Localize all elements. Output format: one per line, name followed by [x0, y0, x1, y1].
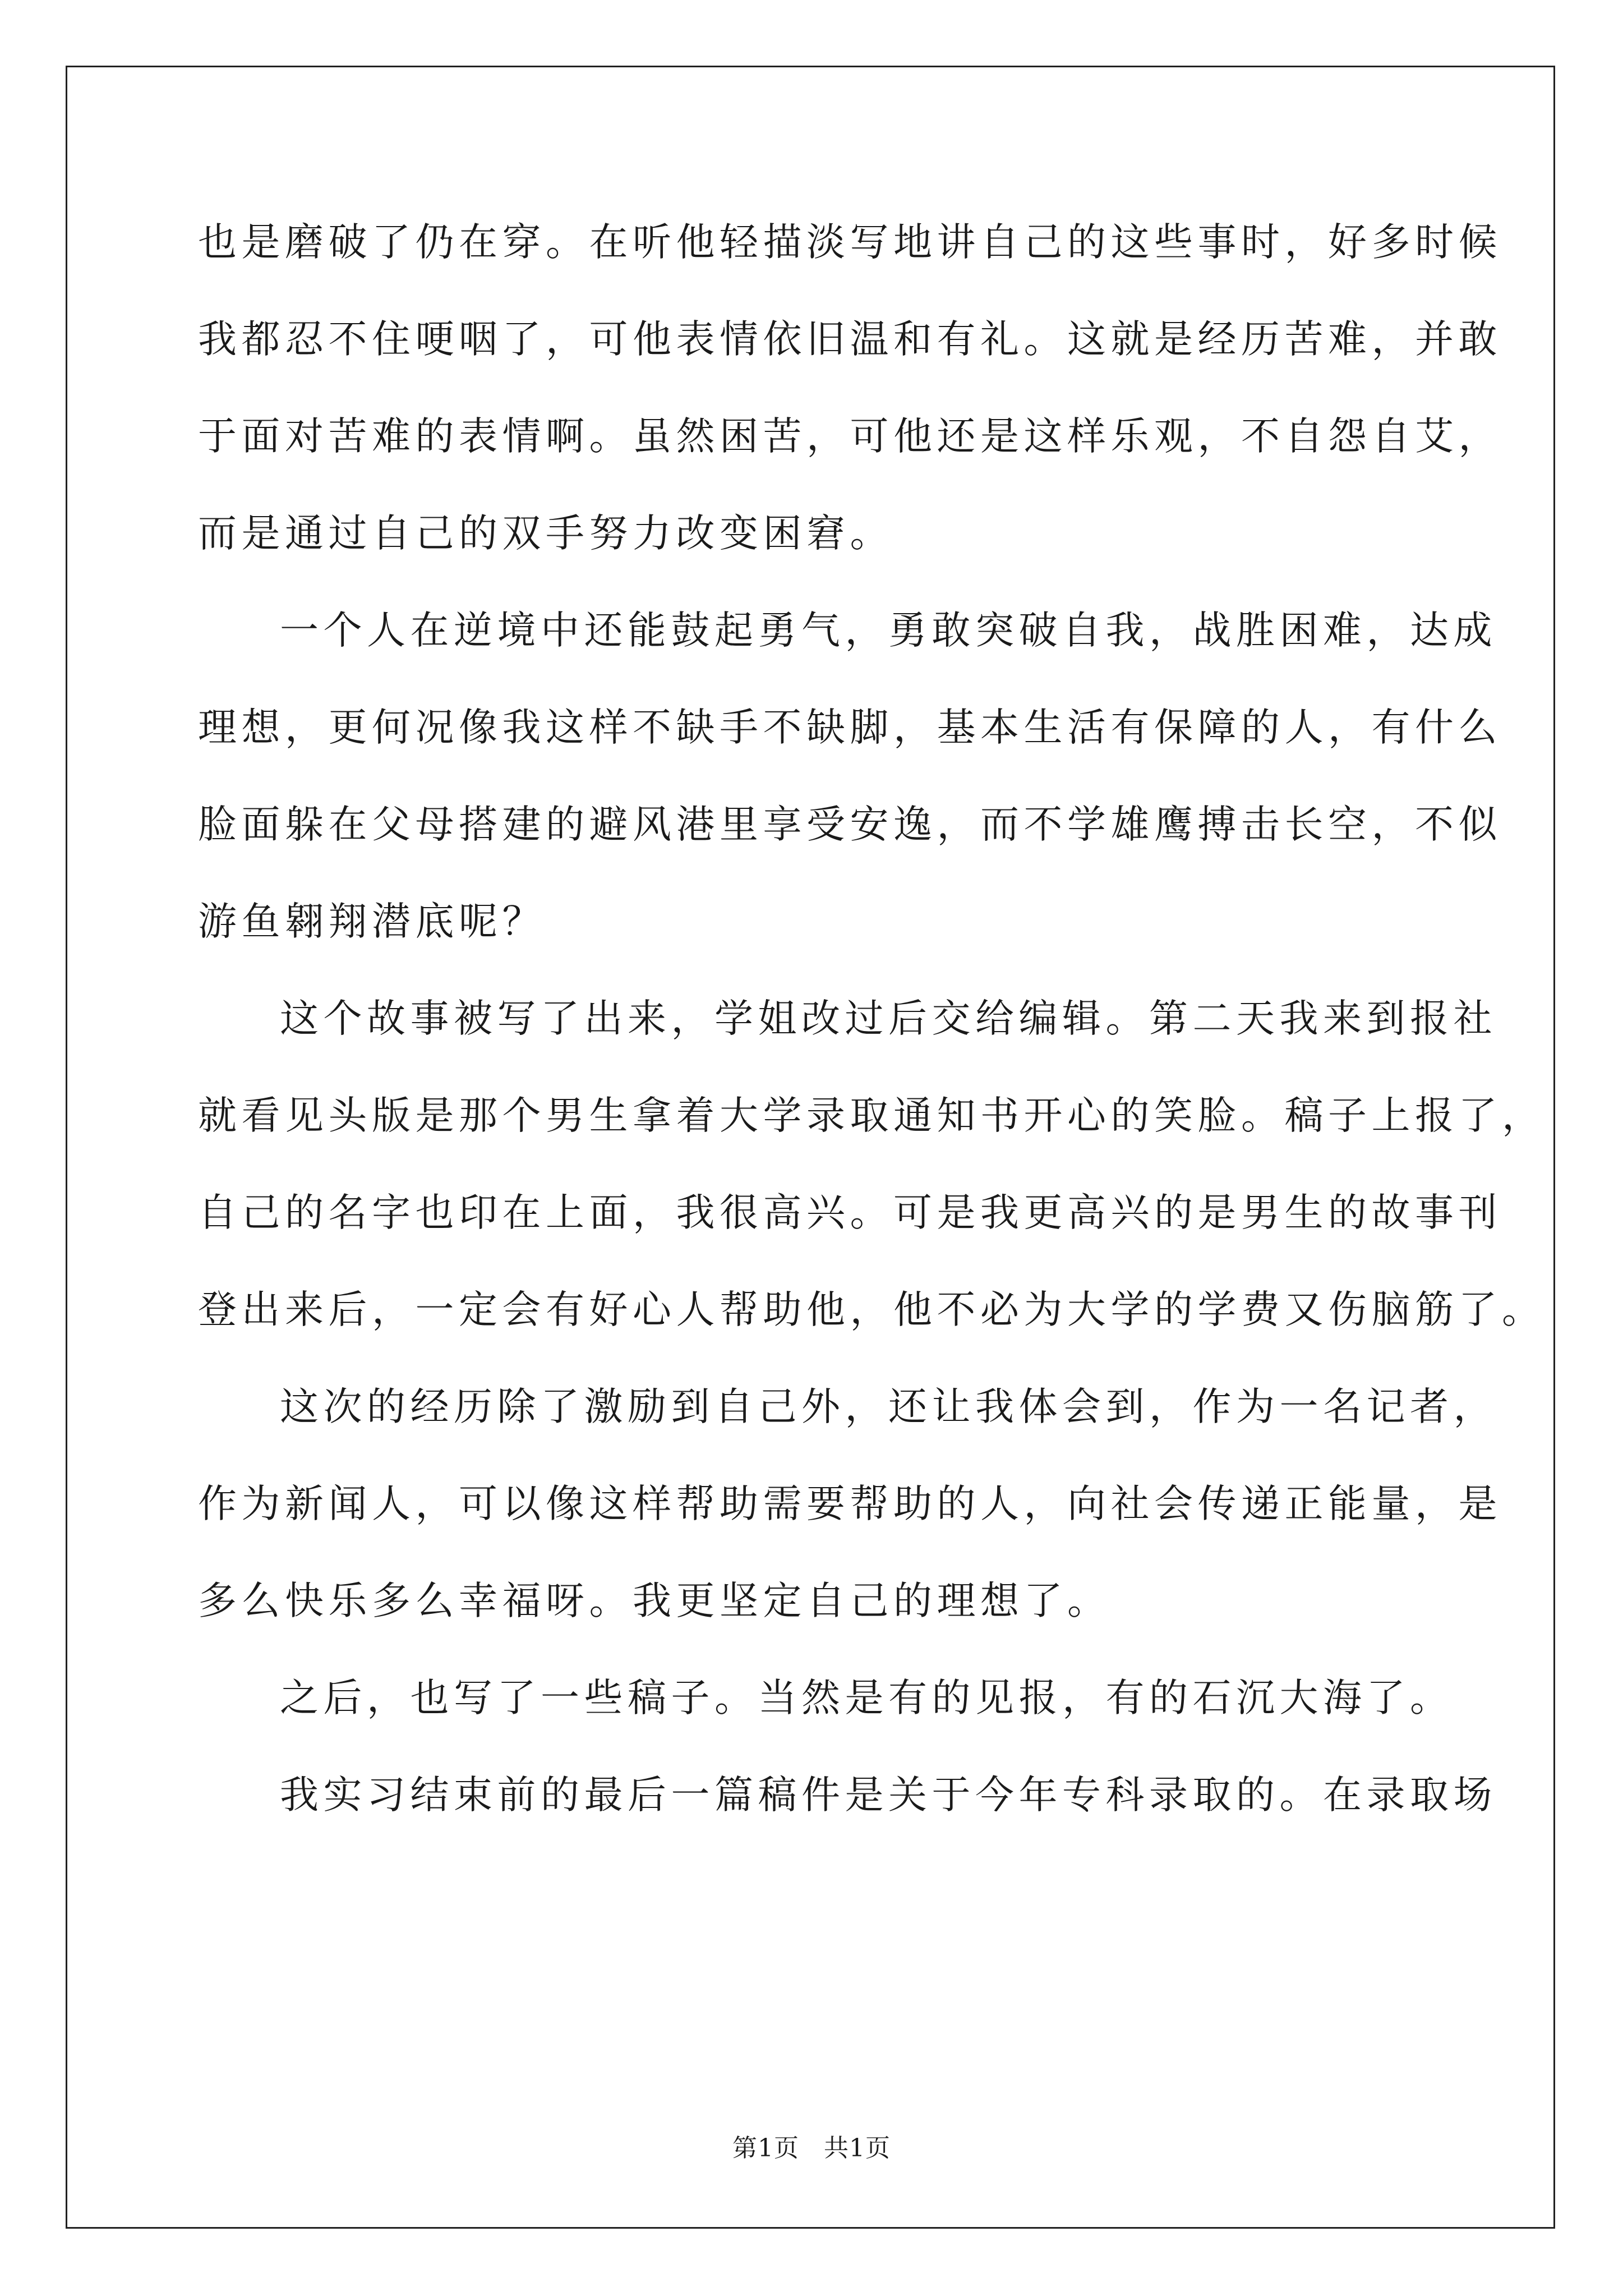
text-line: 于面对苦难的表情啊。虽然困苦，可他还是这样乐观，不自怨自艾， — [198, 414, 1502, 459]
text-line: 也是磨破了仍在穿。在听他轻描淡写地讲自己的这些事时，好多时候 — [198, 220, 1502, 265]
text-line: 一个人在逆境中还能鼓起勇气，勇敢突破自我，战胜困难，达成 — [280, 608, 1497, 653]
text-line: 作为新闻人，可以像这样帮助需要帮助的人，向社会传递正能量，是 — [198, 1481, 1502, 1526]
text-line: 多么快乐多么幸福呀。我更坚定自己的理想了。 — [198, 1579, 1111, 1623]
page-number: 第1页 — [732, 2134, 799, 2162]
text-line: 之后，也写了一些稿子。当然是有的见报，有的石沉大海了。 — [280, 1676, 1454, 1720]
text-line: 理想，更何况像我这样不缺手不缺脚，基本生活有保障的人，有什么 — [198, 705, 1502, 750]
text-line: 我实习结束前的最后一篇稿件是关于今年专科录取的。在录取场 — [280, 1773, 1497, 1818]
text-line: 登出来后，一定会有好心人帮助他，他不必为大学的学费又伤脑筋了。 — [198, 1287, 1546, 1332]
text-line: 游鱼翱翔潜底呢？ — [198, 899, 546, 944]
text-line: 而是通过自己的双手努力改变困窘。 — [198, 511, 893, 556]
text-line: 就看见头版是那个男生拿着大学录取通知书开心的笑脸。稿子上报了， — [198, 1093, 1546, 1138]
page-border — [66, 66, 1555, 2229]
page-footer — [0, 2133, 1623, 2164]
text-line: 这个故事被写了出来，学姐改过后交给编辑。第二天我来到报社 — [280, 996, 1497, 1041]
text-line: 我都忍不住哽咽了，可他表情依旧温和有礼。这就是经历苦难，并敢 — [198, 317, 1502, 362]
text-line: 这次的经历除了激励到自己外，还让我体会到，作为一名记者， — [280, 1384, 1497, 1429]
text-line: 自己的名字也印在上面，我很高兴。可是我更高兴的是男生的故事刊 — [198, 1190, 1502, 1235]
page-total: 共1页 — [824, 2134, 891, 2162]
text-line: 脸面躲在父母搭建的避风港里享受安逸，而不学雄鹰搏击长空，不似 — [198, 802, 1502, 847]
